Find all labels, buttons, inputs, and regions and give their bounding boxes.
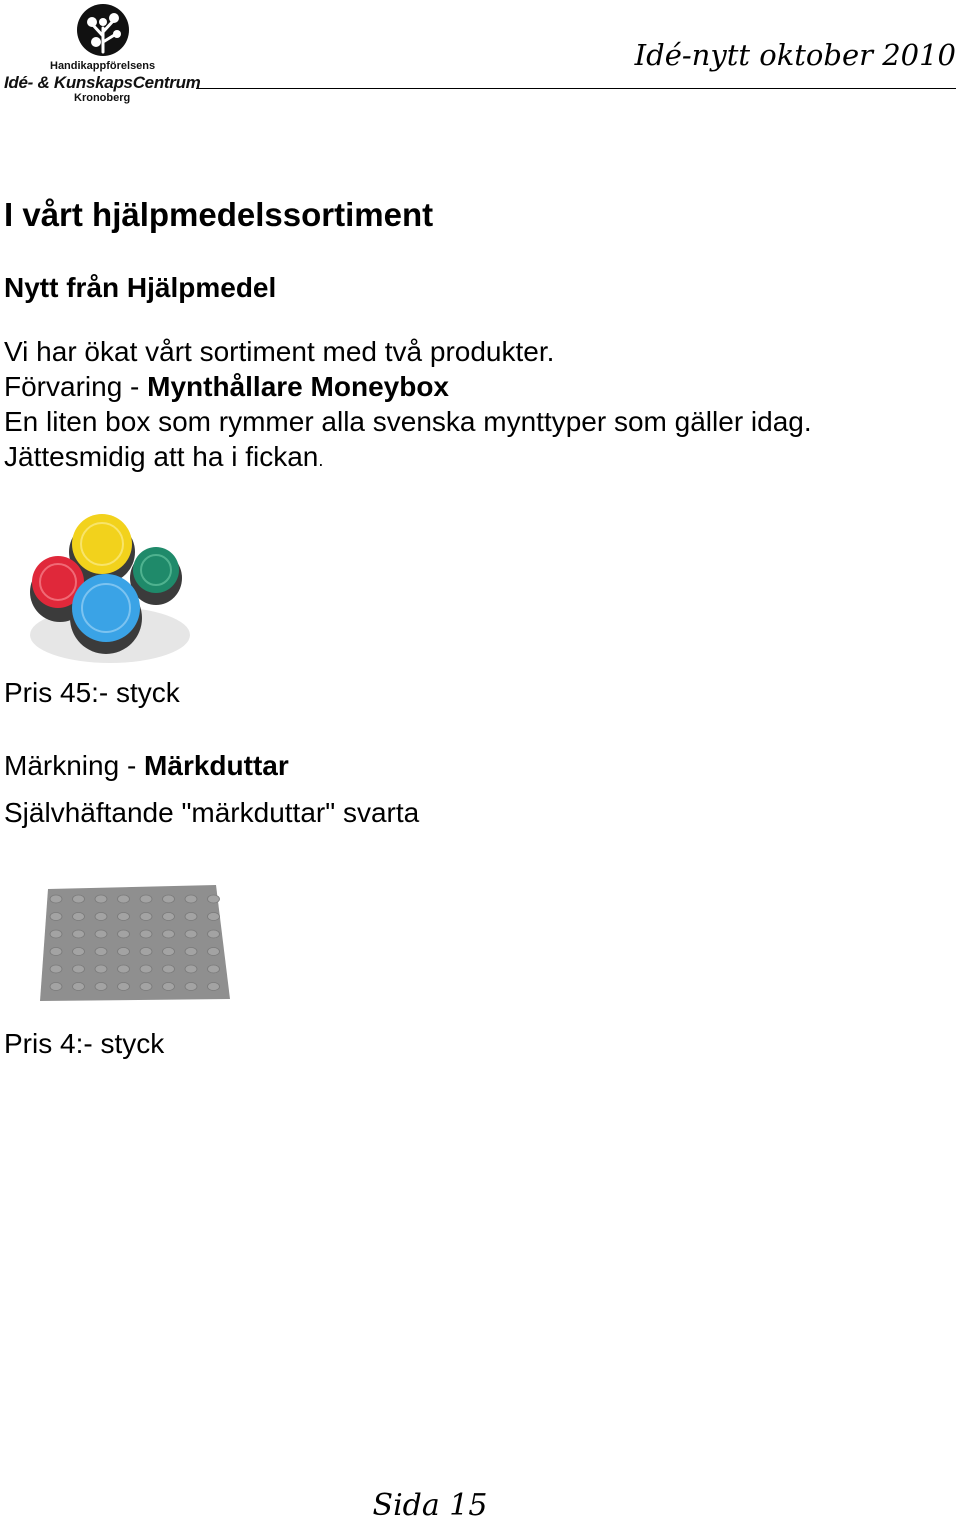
bump-dot — [140, 948, 152, 956]
bump-dot — [50, 965, 62, 973]
product1-description-2-period: . — [318, 450, 324, 470]
logo-text-line3: Kronoberg — [74, 92, 131, 104]
intro-text: Vi har ökat vårt sortiment med två produkter. — [4, 336, 555, 367]
bump-dot — [185, 930, 197, 938]
bump-dot — [50, 983, 62, 991]
bump-dot — [185, 983, 197, 991]
bump-dot — [140, 895, 152, 903]
bump-dot — [163, 895, 175, 903]
bump-dot — [95, 965, 107, 973]
bump-dot — [185, 965, 197, 973]
header-divider — [196, 88, 956, 89]
bump-dot — [118, 930, 130, 938]
section-subtitle: Nytt från Hjälpmedel — [4, 272, 277, 303]
green-coin-slot — [133, 547, 179, 593]
bump-dot — [95, 913, 107, 921]
bump-dot — [95, 948, 107, 956]
bump-dot — [95, 930, 107, 938]
bump-dot — [140, 983, 152, 991]
product2-name: Märkduttar — [144, 750, 289, 781]
product1-heading — [4, 371, 449, 403]
product1-price: Pris 45:- styck — [4, 677, 180, 708]
product2-category: Märkning - — [4, 750, 145, 781]
bump-dot — [163, 948, 175, 956]
bump-dot — [73, 965, 85, 973]
bump-dot — [140, 965, 152, 973]
bump-dot — [50, 930, 62, 938]
newsletter-title: Idé-nytt oktober 2010 — [634, 38, 956, 72]
bump-dot — [163, 983, 175, 991]
bump-dot — [73, 895, 85, 903]
bump-dot — [163, 965, 175, 973]
bump-dot — [208, 965, 220, 973]
bump-dots-sheet-image — [38, 885, 232, 1003]
logo-text-line2: Idé- & KunskapsCentrum — [4, 73, 201, 92]
logo-text-line1: Handikappförelsens — [50, 60, 156, 72]
product2-price: Pris 4:- styck — [4, 1028, 165, 1059]
product1-description: En liten box som rymmer alla svenska mynttyper som gäller idag. — [4, 406, 812, 437]
bump-dot — [163, 913, 175, 921]
section-title: I vårt hjälpmedelssortiment — [4, 196, 434, 233]
moneybox-product-image — [20, 510, 200, 670]
bump-dot — [208, 930, 220, 938]
bump-dot — [95, 895, 107, 903]
bump-dot — [50, 913, 62, 921]
product1-description-2-text: Jättesmidig att ha i fickan — [4, 441, 319, 472]
bump-dot — [140, 913, 152, 921]
tree-emblem-icon — [72, 2, 134, 62]
product1-name: Mynthållare Moneybox — [147, 371, 449, 402]
bump-dot — [163, 930, 175, 938]
bump-dot — [50, 895, 62, 903]
bump-dot — [118, 913, 130, 921]
bump-dot — [118, 965, 130, 973]
bump-dot — [185, 913, 197, 921]
bump-dot — [185, 895, 197, 903]
bump-dot — [208, 948, 220, 956]
product1-category: Förvaring - — [4, 371, 148, 402]
bump-dot — [50, 948, 62, 956]
product2-heading — [4, 750, 289, 782]
bump-dot — [208, 983, 220, 991]
bump-dot — [118, 983, 130, 991]
page-number: Sida 15 — [372, 1488, 488, 1523]
bump-dot — [208, 895, 220, 903]
bump-dot — [73, 983, 85, 991]
bump-dot — [118, 895, 130, 903]
bump-dot — [73, 930, 85, 938]
bump-dot — [208, 913, 220, 921]
bump-dot — [140, 930, 152, 938]
bump-dot — [185, 948, 197, 956]
product1-description-2 — [4, 441, 323, 473]
bump-dot — [95, 983, 107, 991]
bump-dot — [73, 913, 85, 921]
product2-description: Självhäftande "märkduttar" svarta — [4, 797, 420, 828]
organization-logo — [4, 2, 204, 106]
bump-dot — [73, 948, 85, 956]
bump-dot — [118, 948, 130, 956]
